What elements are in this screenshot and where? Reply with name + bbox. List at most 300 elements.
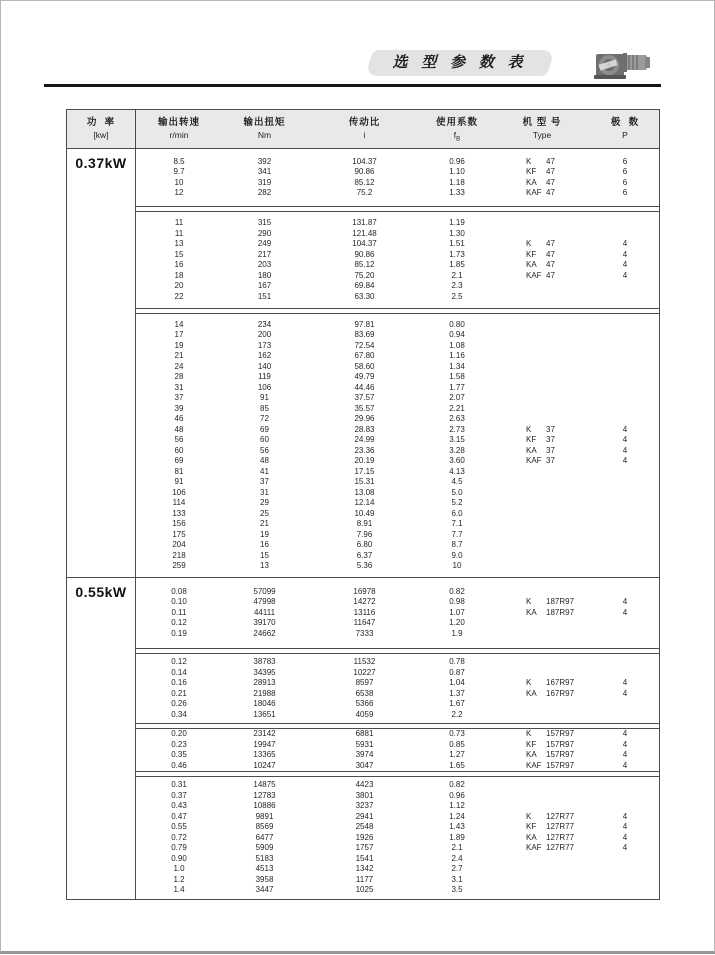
cell-poles — [592, 393, 658, 404]
table-row — [136, 618, 659, 629]
cell-ratio: 63.30 — [354, 291, 375, 301]
table-row — [136, 780, 659, 791]
cell-torque: 341 — [257, 167, 272, 176]
cell-speed: 14 — [174, 319, 184, 329]
model-prefix: KA — [526, 688, 537, 698]
cell-ratio: 3047 — [355, 760, 374, 770]
cell-model — [492, 330, 592, 341]
cell-poles — [592, 699, 658, 710]
cell-torque: 34395 — [253, 667, 276, 677]
cell-ratio: 11532 — [353, 657, 376, 666]
cell-torque: 21 — [260, 519, 269, 528]
cell-speed: 48 — [174, 424, 184, 434]
cell-fb: 1.12 — [449, 801, 465, 811]
cell-torque: 392 — [257, 156, 272, 166]
cell-fb: 1.89 — [449, 832, 465, 842]
cell-model — [492, 446, 592, 457]
cell-model — [492, 250, 592, 261]
cell-poles: 6 — [622, 156, 628, 166]
table-row — [136, 875, 659, 886]
power-label: 0.55kW — [75, 584, 127, 600]
cell-torque: 3958 — [255, 874, 274, 884]
cell-ratio: 8597 — [355, 678, 374, 687]
cell-fb: 2.07 — [449, 393, 465, 402]
cell-torque: 16 — [260, 540, 269, 549]
table-row — [136, 351, 659, 362]
table-row — [136, 467, 659, 478]
cell-ratio: 8.91 — [356, 519, 373, 528]
cell-ratio: 104.37 — [352, 156, 377, 166]
model-prefix: KA — [526, 260, 537, 269]
table-row — [136, 229, 659, 240]
cell-model — [492, 271, 592, 282]
cell-poles — [592, 540, 658, 551]
cell-poles — [592, 780, 658, 791]
cell-model — [492, 372, 592, 383]
cell-ratio: 1025 — [355, 885, 374, 895]
cell-ratio: 90.86 — [354, 249, 375, 259]
cell-torque: 39170 — [253, 618, 276, 628]
cell-torque: 5183 — [255, 853, 274, 863]
cell-model — [492, 608, 592, 619]
cell-speed: 0.46 — [171, 760, 187, 770]
model-prefix: KAF — [526, 843, 542, 853]
table-row — [136, 414, 659, 425]
cell-fb: 7.1 — [451, 519, 463, 528]
cell-speed: 0.79 — [171, 843, 187, 853]
cell-model — [492, 178, 592, 189]
cell-ratio: 3237 — [355, 801, 374, 811]
cell-poles: 4 — [622, 822, 628, 832]
cell-torque: 60 — [260, 435, 269, 444]
cell-ratio: 3974 — [355, 750, 374, 759]
cell-ratio: 1177 — [355, 874, 374, 884]
model-prefix: K — [526, 729, 532, 738]
table-row — [136, 678, 659, 689]
model-size: 127R77 — [546, 832, 575, 842]
row-groups — [136, 149, 659, 577]
cell-fb: 1.27 — [449, 750, 465, 759]
cell-ratio: 20.19 — [354, 456, 375, 465]
table-row — [136, 239, 659, 250]
cell-model — [492, 281, 592, 292]
model-prefix: KA — [526, 750, 537, 759]
cell-speed: 9.7 — [173, 167, 185, 176]
cell-fb: 4.13 — [449, 466, 465, 476]
table-row — [136, 477, 659, 488]
table-row — [136, 260, 659, 271]
cell-ratio: 14272 — [353, 597, 376, 607]
cell-ratio: 4059 — [355, 709, 374, 719]
cell-poles: 4 — [622, 270, 628, 280]
cell-model — [492, 761, 592, 772]
model-size: 127R77 — [546, 811, 575, 821]
cell-fb: 1.24 — [449, 811, 465, 821]
cell-fb: 3.1 — [451, 874, 463, 884]
header-power: 功 率 [kw] — [67, 110, 136, 148]
cell-ratio: 1541 — [355, 853, 374, 863]
cell-ratio: 13116 — [353, 607, 376, 617]
model-size: 127R77 — [546, 822, 575, 832]
cell-ratio: 97.81 — [354, 319, 375, 329]
model-size: 37 — [546, 456, 555, 465]
cell-torque: 56 — [260, 445, 269, 455]
cell-model — [492, 157, 592, 168]
cell-poles — [592, 801, 658, 812]
cell-ratio: 90.86 — [354, 167, 375, 176]
cell-ratio: 15.31 — [354, 477, 375, 486]
table-row — [136, 250, 659, 261]
cell-fb: 0.80 — [449, 319, 465, 329]
cell-poles — [592, 791, 658, 802]
cell-fb: 1.51 — [449, 239, 465, 248]
cell-torque: 44111 — [253, 607, 276, 617]
table-row — [136, 729, 659, 740]
cell-ratio: 6881 — [355, 729, 374, 738]
cell-poles — [592, 629, 658, 640]
cell-poles: 4 — [622, 729, 628, 738]
model-size: 157R97 — [546, 729, 575, 738]
cell-model — [492, 383, 592, 394]
cell-fb: 2.3 — [451, 281, 463, 290]
cell-poles — [592, 488, 658, 499]
cell-torque: 106 — [257, 382, 272, 392]
cell-torque: 10247 — [253, 760, 276, 770]
cell-poles — [592, 383, 658, 394]
cell-poles — [592, 864, 658, 875]
table-row — [136, 509, 659, 520]
cell-speed: 20 — [174, 281, 184, 290]
model-size: 157R97 — [546, 750, 575, 759]
cell-ratio: 17.15 — [354, 466, 375, 476]
cell-speed: 15 — [174, 249, 184, 259]
cell-fb: 1.65 — [449, 760, 465, 770]
cell-torque: 41 — [260, 466, 269, 476]
model-prefix: KF — [526, 249, 537, 259]
cell-ratio: 23.36 — [354, 445, 375, 455]
cell-torque: 28913 — [253, 678, 276, 687]
cell-fb: 0.73 — [449, 729, 465, 738]
table-row — [136, 822, 659, 833]
cell-ratio: 2941 — [355, 811, 374, 821]
power-label-cell — [67, 578, 136, 899]
cell-torque: 140 — [257, 361, 272, 371]
cell-torque: 173 — [257, 340, 272, 350]
cell-poles: 4 — [622, 678, 628, 687]
table-row — [136, 864, 659, 875]
cell-poles: 4 — [622, 811, 628, 821]
model-prefix: KF — [526, 167, 537, 176]
cell-torque: 38783 — [253, 657, 276, 666]
cell-fb: 1.19 — [449, 218, 465, 227]
cell-ratio: 37.57 — [354, 393, 375, 402]
cell-fb: 0.87 — [449, 667, 465, 677]
table-row — [136, 292, 659, 303]
table-row — [136, 271, 659, 282]
cell-poles — [592, 330, 658, 341]
cell-poles — [592, 467, 658, 478]
cell-speed: 0.11 — [171, 607, 187, 617]
cell-model — [492, 864, 592, 875]
cell-fb: 0.96 — [449, 790, 465, 800]
model-size: 47 — [546, 260, 555, 269]
cell-speed: 0.26 — [171, 699, 187, 708]
cell-torque: 57099 — [253, 586, 276, 596]
cell-torque: 151 — [257, 291, 272, 301]
table-row — [136, 530, 659, 541]
cell-fb: 0.96 — [449, 156, 465, 166]
table-row — [136, 341, 659, 352]
cell-torque: 290 — [257, 228, 272, 238]
cell-ratio: 83.69 — [354, 330, 375, 339]
cell-model — [492, 188, 592, 199]
cell-fb: 3.60 — [449, 456, 465, 465]
cell-model — [492, 833, 592, 844]
cell-poles: 6 — [622, 177, 628, 187]
cell-poles — [592, 668, 658, 679]
cell-speed: 0.21 — [171, 688, 187, 698]
cell-speed: 11 — [174, 228, 184, 238]
cell-torque: 9891 — [255, 811, 274, 821]
cell-poles: 4 — [622, 832, 628, 842]
cell-model — [492, 629, 592, 640]
model-prefix: KA — [526, 607, 537, 617]
table-row — [136, 812, 659, 823]
cell-fb: 4.5 — [451, 477, 463, 486]
cell-poles: 4 — [622, 424, 628, 434]
table-row — [136, 383, 659, 394]
cell-speed: 1.0 — [173, 864, 185, 874]
cell-model — [492, 167, 592, 178]
cell-model — [492, 561, 592, 572]
cell-model — [492, 425, 592, 436]
cell-fb: 2.5 — [451, 291, 463, 301]
cell-fb: 0.98 — [449, 597, 465, 607]
cell-speed: 37 — [174, 393, 184, 402]
table-row — [136, 404, 659, 415]
cell-torque: 48 — [260, 456, 269, 465]
cell-ratio: 6.37 — [356, 550, 373, 560]
table-row — [136, 435, 659, 446]
cell-ratio: 2548 — [355, 822, 374, 832]
table-row — [136, 710, 659, 721]
cell-poles — [592, 519, 658, 530]
power-section — [67, 149, 659, 578]
cell-model — [492, 854, 592, 865]
cell-speed: 16 — [174, 260, 184, 269]
cell-speed: 175 — [172, 529, 186, 539]
cell-fb: 2.2 — [451, 709, 463, 719]
cell-torque: 91 — [260, 393, 269, 402]
table-row — [136, 425, 659, 436]
model-prefix: KA — [526, 177, 537, 187]
cell-ratio: 10.49 — [354, 508, 375, 518]
cell-poles — [592, 404, 658, 415]
table-row — [136, 750, 659, 761]
model-prefix: KAF — [526, 188, 542, 197]
cell-torque: 18046 — [253, 699, 276, 708]
cell-model — [492, 260, 592, 271]
table-row — [136, 668, 659, 679]
cell-poles: 6 — [622, 188, 628, 197]
cell-model — [492, 218, 592, 229]
header-model-type: 机 型 号 Type — [522, 117, 562, 140]
cell-poles: 4 — [622, 750, 628, 759]
cell-poles: 6 — [622, 167, 628, 176]
power-section — [67, 578, 659, 899]
cell-poles — [592, 854, 658, 865]
cell-ratio: 49.79 — [354, 372, 375, 381]
table-row — [136, 843, 659, 854]
cell-fb: 0.82 — [449, 780, 465, 790]
cell-speed: 11 — [174, 218, 184, 227]
cell-fb: 2.21 — [449, 403, 465, 413]
cell-model — [492, 668, 592, 679]
cell-speed: 0.35 — [171, 750, 187, 759]
model-size: 47 — [546, 270, 555, 280]
cell-model — [492, 467, 592, 478]
cell-model — [492, 618, 592, 629]
cell-fb: 0.78 — [449, 657, 465, 666]
cell-speed: 0.72 — [171, 832, 187, 842]
cell-speed: 204 — [172, 540, 186, 549]
cell-speed: 106 — [172, 487, 186, 497]
header-output-torque: 输出扭矩 Nm — [243, 117, 286, 140]
cell-poles — [592, 498, 658, 509]
cell-ratio: 44.46 — [354, 382, 375, 392]
model-prefix: KAF — [526, 760, 542, 770]
model-size: 157R97 — [546, 760, 575, 770]
cell-torque: 5909 — [255, 843, 274, 853]
cell-poles — [592, 362, 658, 373]
cell-poles — [592, 477, 658, 488]
cell-speed: 56 — [174, 435, 184, 444]
cell-speed: 8.5 — [173, 156, 185, 166]
cell-poles: 4 — [622, 456, 628, 465]
cell-speed: 28 — [174, 372, 184, 381]
cell-poles: 4 — [622, 688, 628, 698]
cell-speed: 114 — [172, 498, 186, 507]
cell-ratio: 1342 — [355, 864, 374, 874]
cell-poles — [592, 551, 658, 562]
cell-ratio: 11647 — [353, 618, 376, 628]
cell-poles — [592, 229, 658, 240]
table-row — [136, 854, 659, 865]
cell-model — [492, 689, 592, 700]
cell-ratio: 35.57 — [354, 403, 375, 413]
table-row — [136, 519, 659, 530]
model-prefix: K — [526, 678, 532, 687]
cell-torque: 13 — [260, 561, 269, 570]
cell-speed: 259 — [172, 561, 186, 570]
cell-speed: 12 — [174, 188, 184, 197]
cell-torque: 200 — [257, 330, 272, 339]
cell-speed: 0.19 — [171, 628, 187, 638]
cell-model — [492, 292, 592, 303]
cell-fb: 1.20 — [449, 618, 465, 628]
cell-speed: 18 — [174, 270, 184, 280]
cell-speed: 0.14 — [171, 667, 187, 677]
cell-ratio: 75.20 — [354, 270, 375, 280]
cell-torque: 14875 — [253, 780, 276, 790]
cell-speed: 17 — [174, 330, 184, 339]
cell-fb: 2.7 — [451, 864, 463, 874]
cell-torque: 10886 — [253, 801, 276, 811]
row-group — [136, 776, 659, 899]
cell-speed: 1.4 — [173, 885, 185, 895]
cell-speed: 69 — [174, 456, 184, 465]
cell-poles: 4 — [622, 260, 628, 269]
table-row — [136, 218, 659, 229]
cell-speed: 0.16 — [171, 678, 187, 687]
cell-torque: 69 — [260, 424, 269, 434]
cell-ratio: 75.2 — [356, 188, 373, 197]
cell-ratio: 67.80 — [354, 351, 375, 360]
cell-torque: 319 — [257, 177, 272, 187]
cell-torque: 24662 — [253, 628, 276, 638]
cell-ratio: 24.99 — [354, 435, 375, 444]
cell-speed: 31 — [174, 382, 184, 392]
cell-fb: 0.94 — [449, 330, 465, 339]
cell-model — [492, 657, 592, 668]
cell-poles — [592, 341, 658, 352]
model-size: 37 — [546, 445, 555, 455]
table-row — [136, 167, 659, 178]
model-size: 37 — [546, 435, 555, 444]
cell-ratio: 58.60 — [354, 361, 375, 371]
cell-model — [492, 404, 592, 415]
cell-model — [492, 875, 592, 886]
table-row — [136, 689, 659, 700]
cell-ratio: 3801 — [355, 790, 374, 800]
row-group — [136, 728, 659, 772]
cell-speed: 133 — [172, 508, 186, 518]
cell-ratio: 72.54 — [354, 340, 375, 350]
cell-speed: 0.10 — [171, 597, 187, 607]
table-header-row — [67, 110, 659, 149]
table-row — [136, 761, 659, 772]
cell-fb: 0.82 — [449, 586, 465, 596]
cell-model — [492, 699, 592, 710]
table-row — [136, 498, 659, 509]
cell-poles: 4 — [622, 239, 628, 248]
cell-ratio: 10227 — [353, 667, 376, 677]
cell-ratio: 1757 — [355, 843, 374, 853]
cell-speed: 24 — [174, 361, 184, 371]
table-row — [136, 597, 659, 608]
cell-model — [492, 885, 592, 896]
table-row — [136, 362, 659, 373]
cell-speed: 0.34 — [171, 709, 187, 719]
cell-torque: 23142 — [253, 729, 276, 738]
cell-fb: 1.67 — [449, 699, 465, 708]
cell-fb: 9.0 — [451, 550, 463, 560]
table-body — [67, 149, 659, 899]
model-size: 167R97 — [546, 688, 575, 698]
cell-poles — [592, 657, 658, 668]
cell-poles — [592, 618, 658, 629]
model-prefix: KAF — [526, 270, 542, 280]
cell-fb: 1.16 — [449, 351, 465, 360]
cell-speed: 0.37 — [171, 790, 187, 800]
cell-ratio: 5931 — [355, 739, 374, 749]
cell-ratio: 28.83 — [354, 424, 375, 434]
cell-fb: 1.33 — [449, 188, 465, 197]
cell-model — [492, 519, 592, 530]
cell-fb: 2.73 — [449, 424, 465, 434]
page-title-banner — [364, 50, 555, 76]
model-size: 47 — [546, 156, 555, 166]
